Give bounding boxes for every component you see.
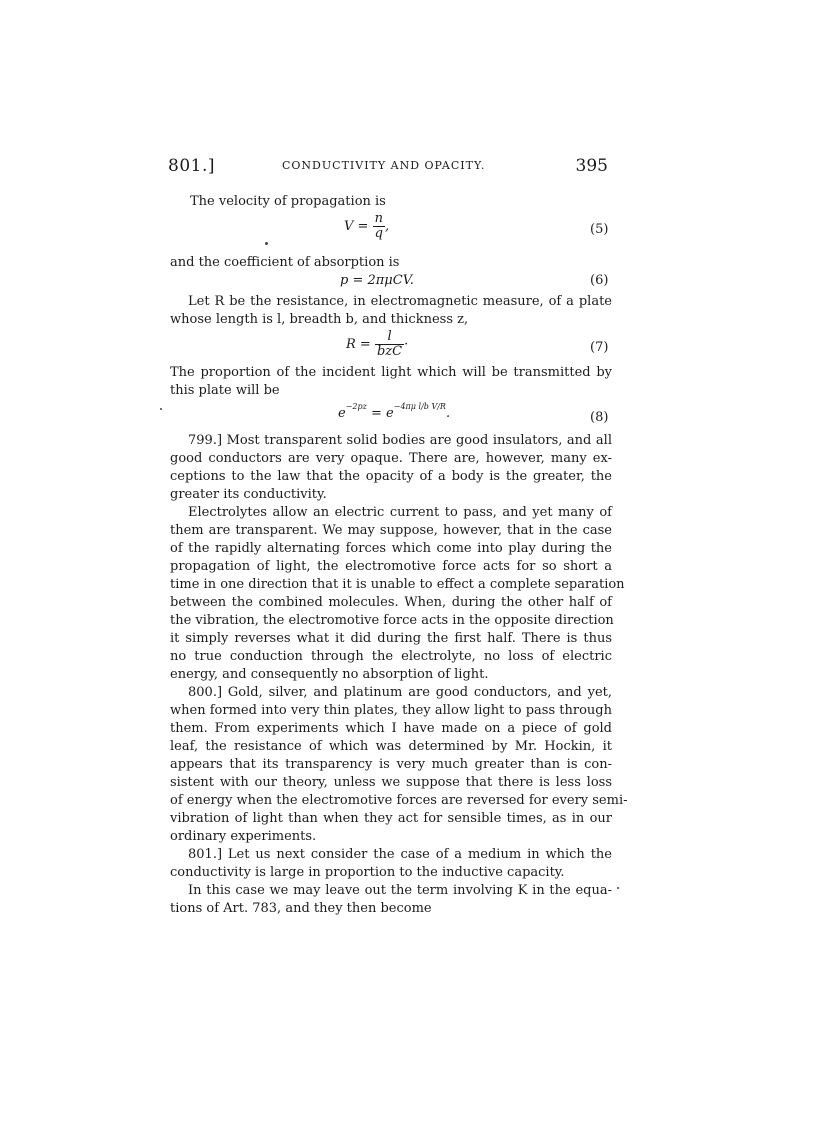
text-line: sistent with our theory, unless we suppose that there is less loss bbox=[170, 775, 612, 790]
text-line: of the rapidly alternating forces which come into play during the bbox=[170, 541, 612, 556]
text-line: tions of Art. 783, and they then become bbox=[170, 901, 432, 916]
text-line: 801.] Let us next consider the case of a medium in which the bbox=[188, 847, 612, 862]
text-line: whose length is l, breadth b, and thickness z, bbox=[170, 312, 469, 327]
text-line: ceptions to the law that the opacity of a body is the greater, the bbox=[170, 469, 612, 484]
equation-number: (6) bbox=[590, 273, 609, 288]
text-line: Electrolytes allow an electric current to pass, and yet many of bbox=[188, 505, 612, 520]
text-line: 799.] Most transparent solid bodies are good insulators, and all bbox=[188, 433, 612, 448]
text-line: it simply reverses what it did during the first half. There is thus bbox=[170, 631, 612, 646]
text-line: no true conduction through the electrolyte, no loss of electric bbox=[170, 649, 612, 664]
text-line: them are transparent. We may suppose, however, that in the case bbox=[170, 523, 612, 538]
text-line: The velocity of propagation is bbox=[190, 194, 386, 209]
text-line: them. From experiments which I have made on a piece of gold bbox=[170, 721, 612, 736]
text-line: the vibration, the electromotive force acts in the opposite direction bbox=[170, 613, 614, 628]
text-line: and the coefficient of absorption is bbox=[170, 255, 400, 270]
running-title: CONDUCTIVITY AND OPACITY. bbox=[282, 159, 486, 172]
text-line: conductivity is large in proportion to the inductive capacity. bbox=[170, 865, 565, 880]
text-line: of energy when the electromotive forces are reversed for every semi- bbox=[170, 793, 628, 808]
text-line: leaf, the resistance of which was determined by Mr. Hockin, it bbox=[170, 739, 612, 754]
section-number: 801.] bbox=[168, 156, 215, 176]
ink-speck bbox=[617, 887, 619, 889]
equation-number: (5) bbox=[590, 222, 609, 237]
text-line: The proportion of the incident light which will be transmitted by bbox=[170, 365, 612, 380]
text-line: this plate will be bbox=[170, 383, 280, 398]
running-header bbox=[168, 156, 608, 182]
equation-6: p = 2πμCV. bbox=[340, 273, 414, 288]
text-line: propagation of light, the electromotive force acts for so short a bbox=[170, 559, 612, 574]
equation-7: R = $\frac{l}{\text{bzC}}$ · bbox=[346, 329, 409, 359]
text-line: good conductors are very opaque. There are, however, many ex- bbox=[170, 451, 612, 466]
text-line: ordinary experiments. bbox=[170, 829, 317, 844]
equation-number: (7) bbox=[590, 340, 609, 355]
equation-8: $e^{-2pz} = e^{-4\pi\mu l/b V/R}$. bbox=[338, 402, 451, 421]
ink-speck bbox=[265, 242, 268, 245]
text-line: energy, and consequently no absorption of light. bbox=[170, 667, 489, 682]
equation-number: (8) bbox=[590, 410, 609, 425]
ink-speck bbox=[160, 408, 162, 410]
text-line: In this case we may leave out the term involving K in the equa- bbox=[188, 883, 612, 898]
text-line: between the combined molecules. When, during the other half of bbox=[170, 595, 612, 610]
text-line: greater its conductivity. bbox=[170, 487, 327, 502]
text-line: time in one direction that it is unable to effect a complete separation bbox=[170, 577, 625, 592]
text-line: appears that its transparency is very much greater than is con- bbox=[170, 757, 612, 772]
page-number: 395 bbox=[575, 156, 608, 176]
text-line: vibration of light than when they act for sensible times, as in our bbox=[170, 811, 612, 826]
text-line: 800.] Gold, silver, and platinum are good conductors, and yet, bbox=[188, 685, 612, 700]
equation-5: V = $\frac{n}{q}$ , bbox=[344, 211, 390, 241]
text-line: when formed into very thin plates, they allow light to pass through bbox=[170, 703, 612, 718]
text-line: Let R be the resistance, in electromagnetic measure, of a plate bbox=[188, 294, 612, 309]
